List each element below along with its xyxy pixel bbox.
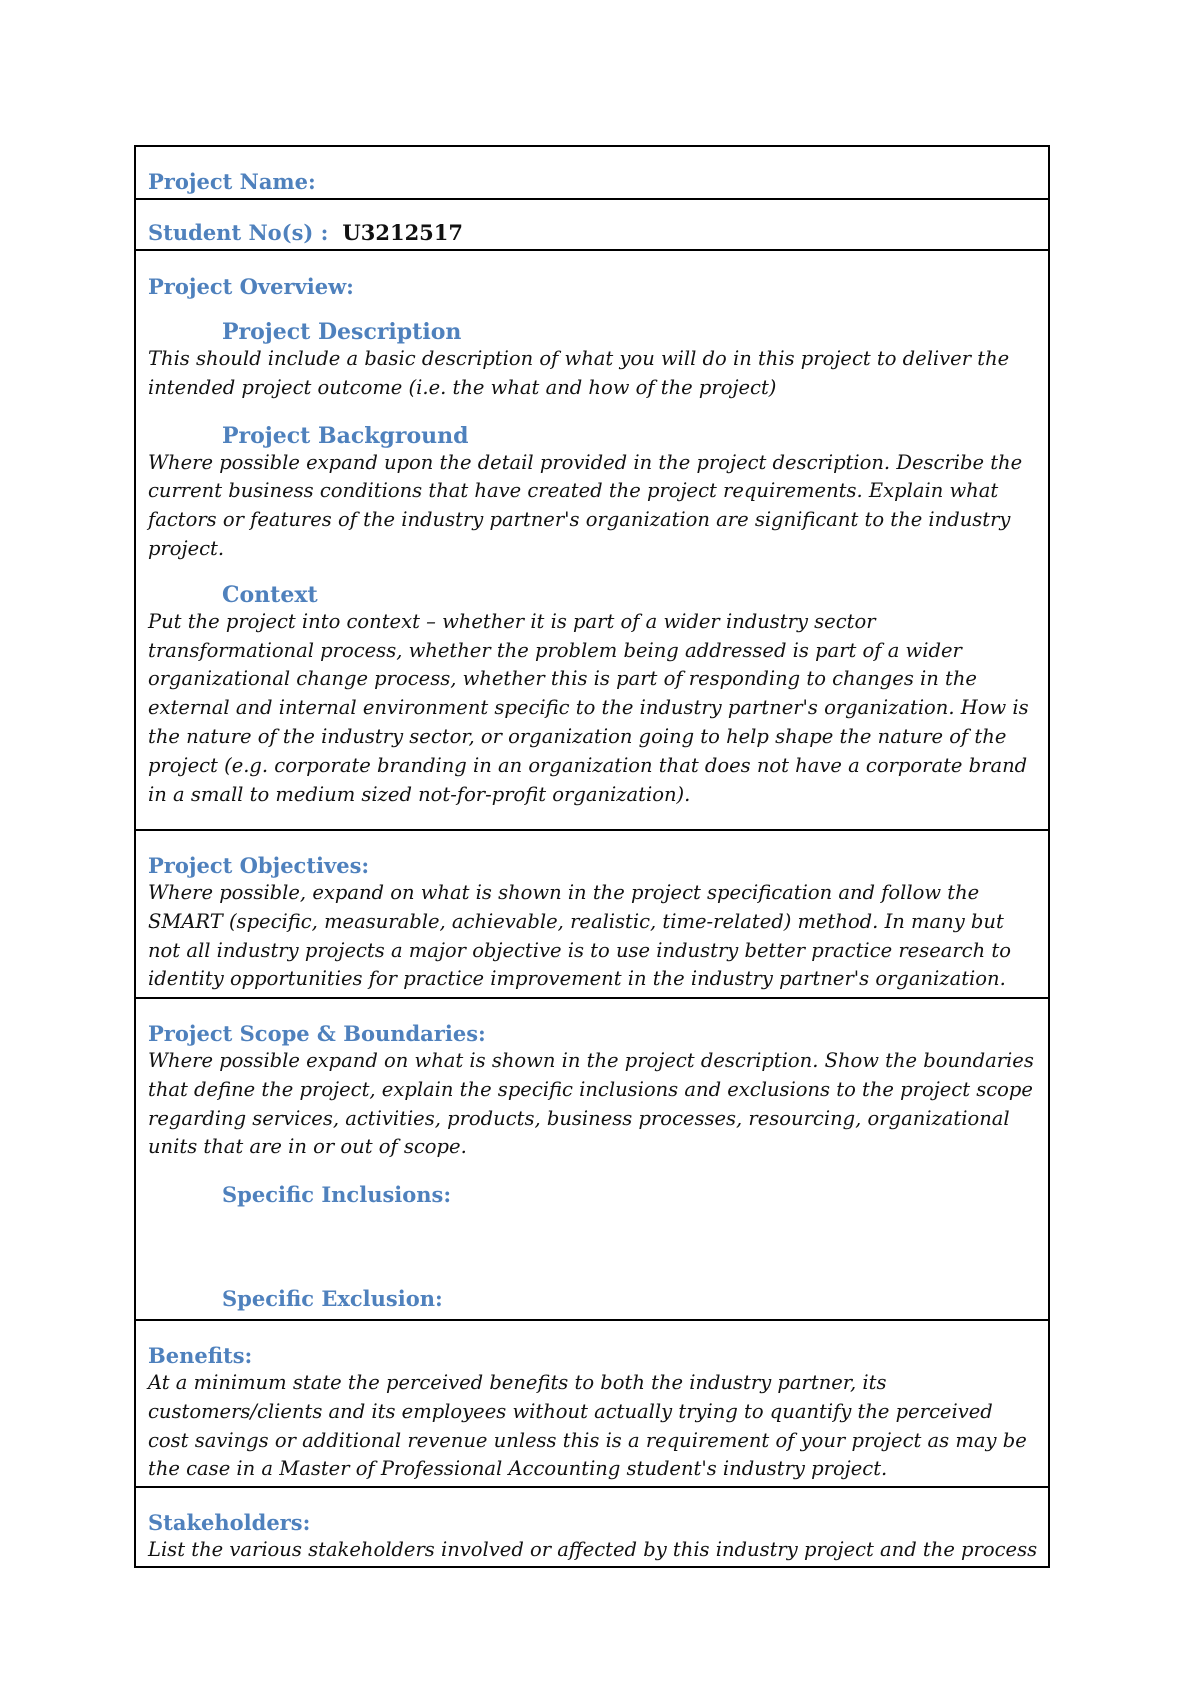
project-scope-row [136,999,1048,1321]
stakeholders-row [136,1488,1048,1566]
project-scope-label: Project Scope & Boundaries: [148,1021,486,1046]
student-number-value: U3212517 [342,220,464,245]
project-scope-text: Where possible expand on what is shown in the project description. Show the boundaries that define the project, explain the specific inclusions and exclusions to the project scope regarding services, activities, products, business processes, resourcing, organizational units that are in or out of scope. [148,1049,1034,1159]
specific-inclusions-heading: Specific Inclusions: [222,1182,452,1208]
project-objectives-label: Project Objectives: [148,853,370,878]
project-form-table [134,145,1050,1568]
project-name-label: Project Name: [148,169,316,194]
specific-exclusion-heading: Specific Exclusion: [222,1286,443,1312]
benefits-text: At a minimum state the perceived benefits to both the industry partner, its customers/clients and its employees without actually trying to quantify the perceived cost savings or additional revenue unless this is a requirement of your project as may be the case in a Master of Professional Accounting student's industry project. [148,1371,1027,1481]
context-heading: Context [222,581,318,608]
project-background-heading: Project Background [222,422,469,449]
project-background-text: Where possible expand upon the detail provided in the project description. Describe the current business conditions that have created the project requirements. Explain what factors or features of the industry partner's organization are significant to the industry project. [148,450,1023,560]
student-number-label: Student No(s) : [148,220,329,245]
benefits-label: Benefits: [148,1343,253,1368]
student-number-row [136,200,1048,251]
context-text: Put the project into context – whether it is part of a wider industry sector transformational process, whether the problem being addressed is part of a wider organizational change process, whether this is part of responding to changes in the external and internal environment specific to the industry partner's organization. How is the nature of the industry sector, or organization going to help shape the nature of the project (e.g. corporate branding in an organization that does not have a corporate brand in a small to medium sized not-for-profit organization). [148,609,1029,806]
project-description-text: This should include a basic description of what you will do in this project to deliver the intended project outcome (i.e. the what and how of the project) [148,347,1010,399]
benefits-row [136,1321,1048,1488]
stakeholders-label: Stakeholders: [148,1510,311,1535]
project-overview-label: Project Overview: [148,274,354,299]
project-objectives-text: Where possible, expand on what is shown in the project specification and follow the SMART (specific, measurable, achievable, realistic, time-related) method. In many but not all industry projects a major objective is to use industry better practice research to identity opportunities for practice improvement in the industry partner's organization. [148,881,1011,991]
project-overview-row [136,251,1048,831]
stakeholders-text: List the various stakeholders involved or affected by this industry project and the process [148,1538,1038,1561]
project-name-row [136,147,1048,200]
project-description-heading: Project Description [222,319,462,345]
project-objectives-row [136,831,1048,999]
